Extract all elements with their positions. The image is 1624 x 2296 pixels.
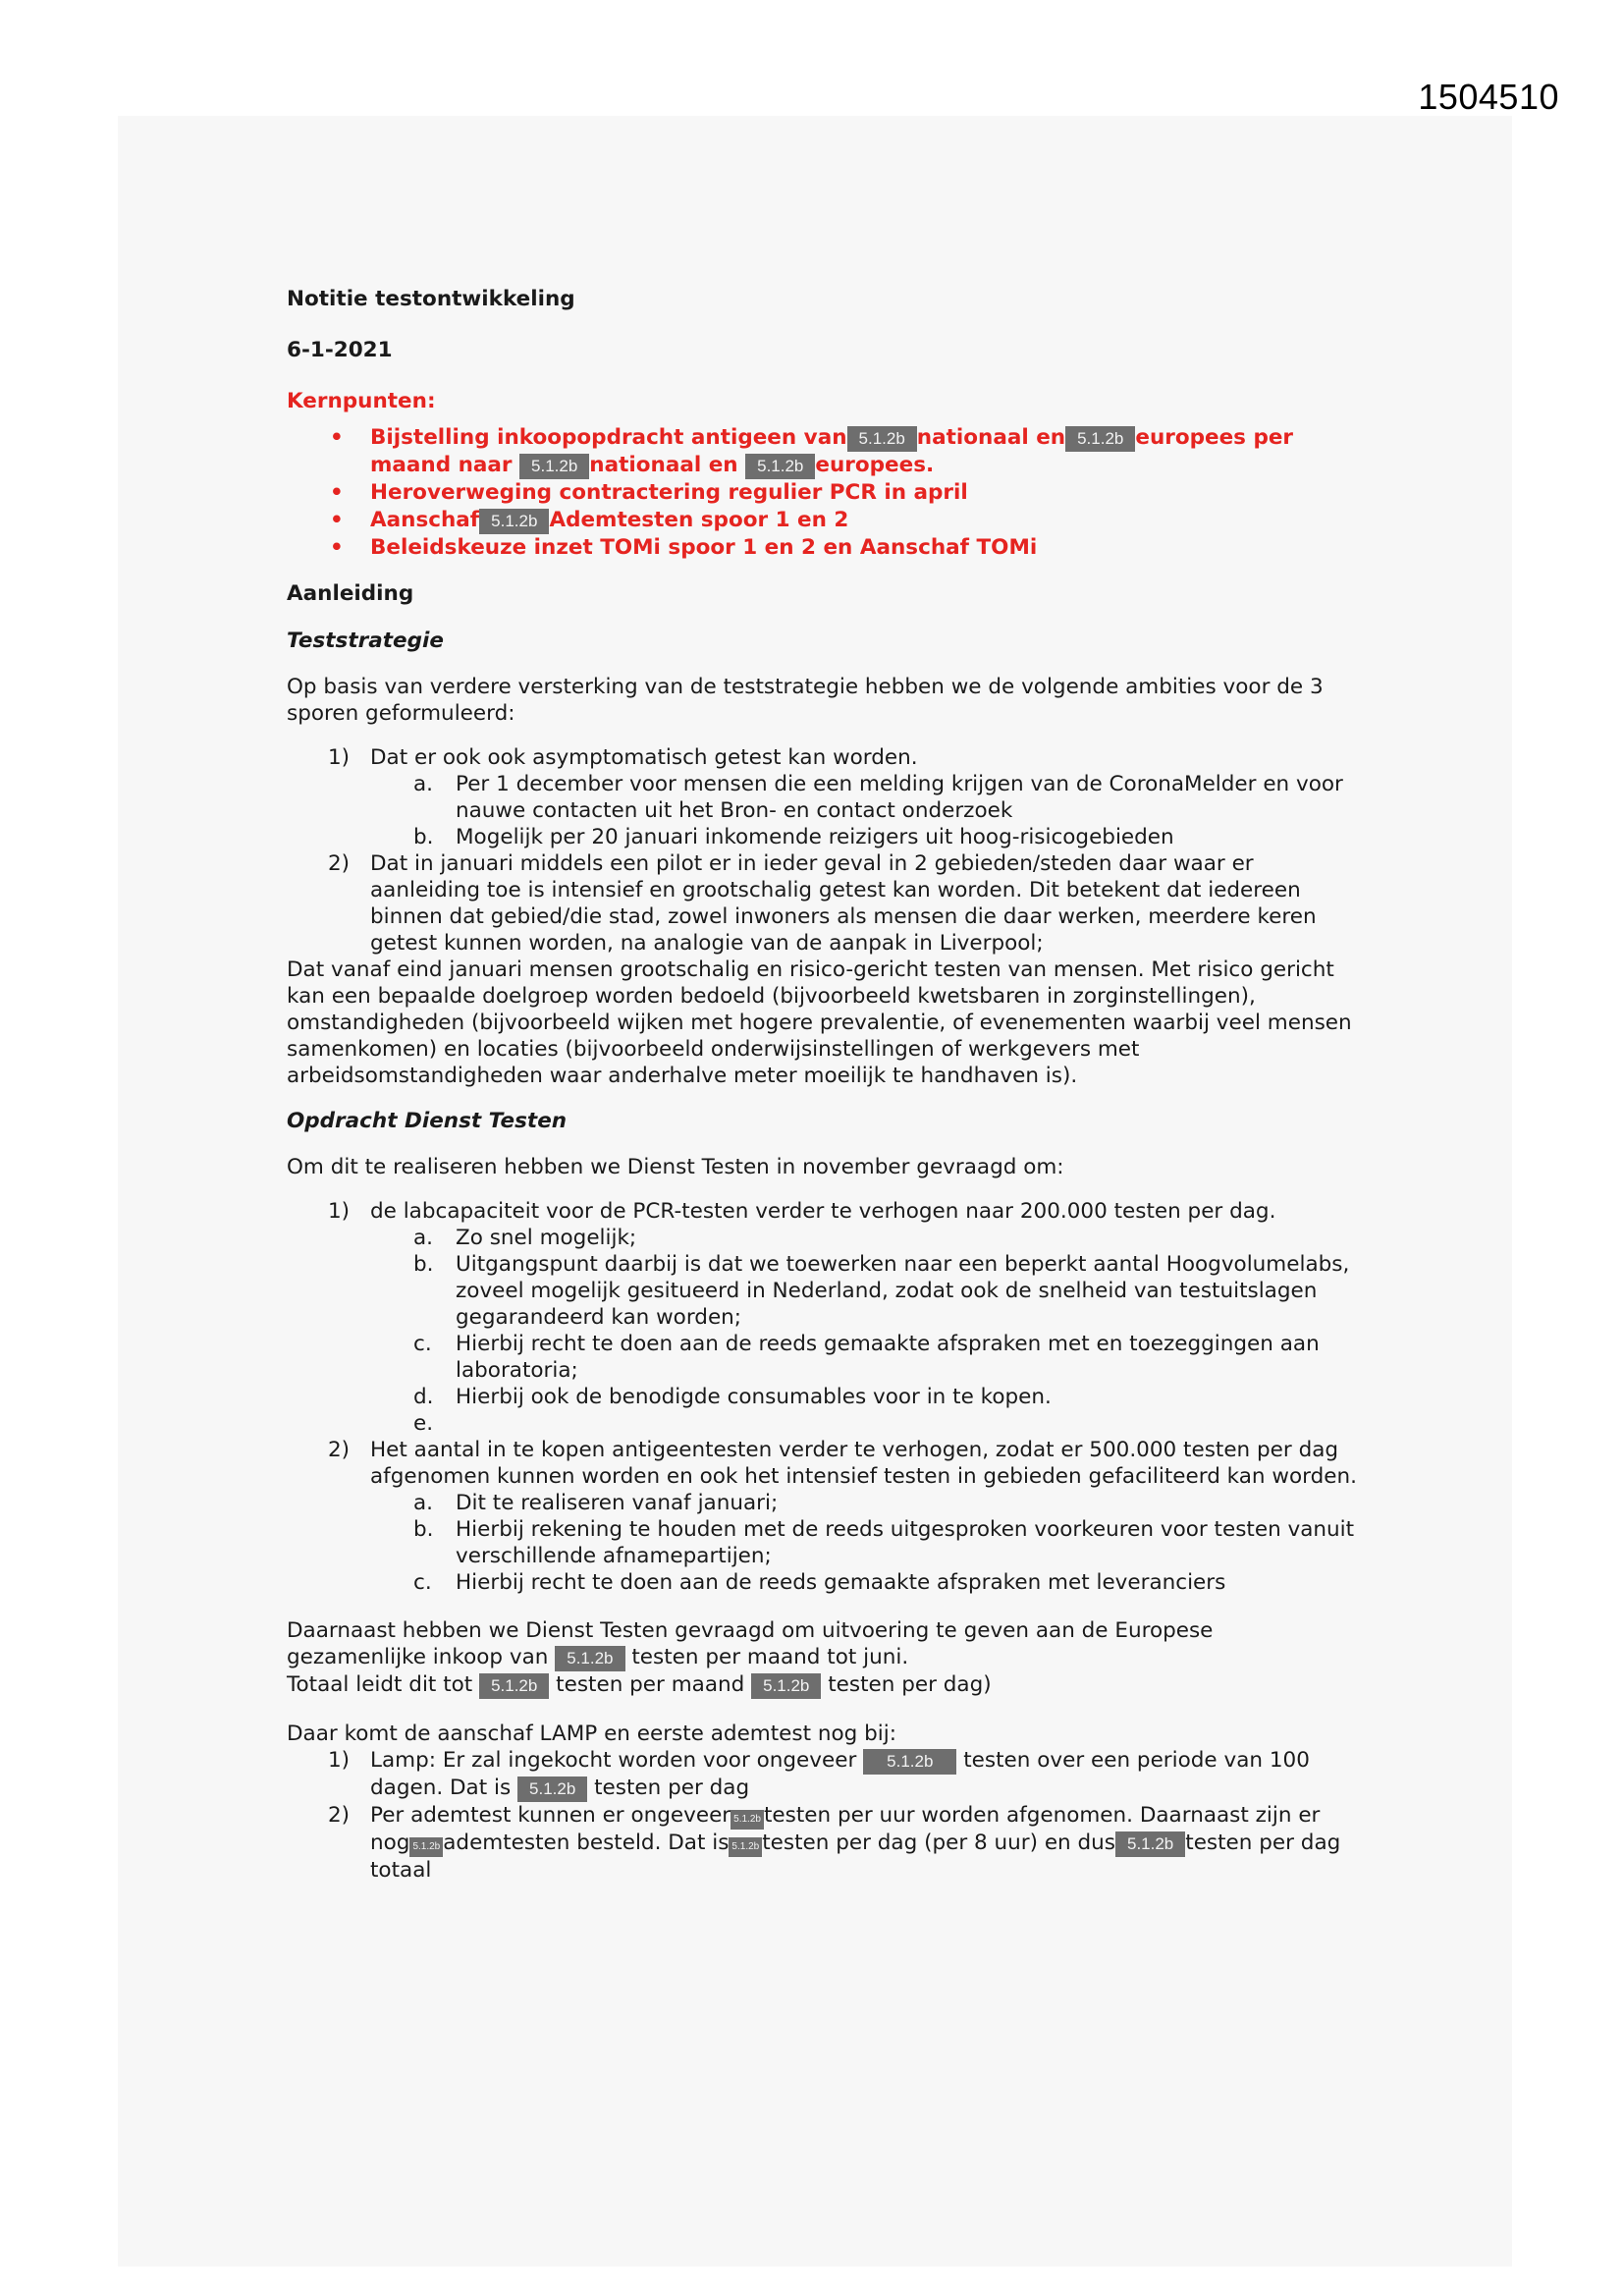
opdracht-heading: Opdracht Dienst Testen — [287, 1109, 568, 1133]
redaction-box: 5.1.2b — [731, 1810, 764, 1830]
sub-list-item: a. Dit te realiseren vanaf januari; — [413, 1491, 779, 1515]
document-date: 6-1-2021 — [287, 338, 393, 362]
redaction-box: 5.1.2b — [555, 1646, 624, 1671]
kernpunten-list — [287, 424, 1357, 562]
redaction-box: 5.1.2b — [479, 1673, 549, 1699]
redaction-box: 5.1.2b — [745, 454, 815, 479]
sub-list-item: b. Hierbij rekening te houden met de reeds uitgesproken voorkeuren voor testen vanuit verschillende afnamepartijen; — [413, 1517, 1355, 1568]
redaction-box: 5.1.2b — [479, 509, 549, 534]
kernpunt-item: • Beleidskeuze inzet TOMi spoor 1 en 2 en Aanschaf TOMi — [287, 534, 1357, 562]
sub-list-item: b. Mogelijk per 20 januari inkomende reizigers uit hoog-risicogebieden — [413, 825, 1174, 849]
redaction-box: 5.1.2b — [517, 1777, 587, 1802]
document-title: Notitie testontwikkeling — [287, 287, 575, 311]
aanleiding-after: Dat vanaf eind januari mensen grootschalig en risico-gericht testen van mensen. Met risico gericht kan een bepaalde doelgroep worden bedoeld (bijvoorbeeld kwetsbaren in zorginstellingen), omstandigheden (bijvoorbeeld wijken met hogere prevalentie, of evenementen waarbij veel mensen samenkomen) en locaties (bijvoorbeeld onderwijsinstellingen of werkgevers met arbeidsomstandigheden waar anderhalve meter moeilijk te handhaven is). — [287, 957, 1352, 1088]
redaction-box: 5.1.2b — [863, 1749, 956, 1775]
redaction-box: 5.1.2b — [847, 426, 917, 452]
redaction-box: 5.1.2b — [751, 1673, 821, 1699]
sub-list-item: d. Hierbij ook de benodigde consumables voor in te kopen. — [413, 1385, 1052, 1409]
redaction-box: 5.1.2b — [1065, 426, 1135, 452]
opdracht-intro: Om dit te realiseren hebben we Dienst Testen in november gevraagd om: — [287, 1155, 1064, 1179]
europese-inkoop-paragraph: Daarnaast hebben we Dienst Testen gevraagd om uitvoering te geven aan de Europese gezamenlijke inkoop van 5.1.2b testen per maand tot juni. — [287, 1618, 1214, 1669]
list-item: 2) Dat in januari middels een pilot er in ieder geval in 2 gebieden/steden daar waar er aanleiding toe is intensief en grootschalig getest kan worden. Dit betekent dat iedereen binnen dat gebied/die stad, zowel inwoners als mensen die daar werken, meerdere keren getest kunnen worden, na analogie van de aanpak in Liverpool; — [328, 851, 1317, 956]
kernpunten-heading: Kernpunten: — [287, 389, 436, 413]
ambities-list — [287, 744, 1357, 957]
sub-list-item: a. Per 1 december voor mensen die een melding krijgen van de CoronaMelder en voor nauwe contacten uit het Bron- en contact onderzoek — [413, 772, 1343, 823]
redaction-box: 5.1.2b — [519, 454, 589, 479]
list-item: 1) Dat er ook ook asymptomatisch getest kan worden. a. Per 1 december voor mensen die een melding krijgen van de CoronaMelder en voor nauwe contacten uit het Bron- en contact onderzoek b. Mogelijk per 20 januari inkomende reizigers uit hoog-risicogebieden — [287, 744, 1357, 850]
redaction-box: 5.1.2b — [1115, 1831, 1185, 1857]
lamp-intro: Daar komt de aanschaf LAMP en eerste ademtest nog bij: — [287, 1722, 896, 1746]
kernpunt-item: • Bijstelling inkoopopdracht antigeen van 5.1.2b nationaal en 5.1.2b europees per maand naar 5.1.2b nationaal en 5.1.2b europees. — [287, 424, 1357, 479]
teststrategie-heading: Teststrategie — [287, 629, 444, 653]
list-item: 2) Het aantal in te kopen antigeentesten verder te verhogen, zodat er 500.000 testen per dag afgenomen kunnen worden en ook het intensief testen in gebieden gefaciliteerd kan worden. a. Dit te realiseren vanaf januari; b. Hierbij rekening te houden met de reeds uitgesproken voorkeuren voor testen vanuit verschillende afnamepartijen; c. Hierbij recht te doen aan de reeds gemaakte afspraken met leveranciers — [328, 1438, 1357, 1595]
sub-list-item: c. Hierbij recht te doen aan de reeds gemaakte afspraken met en toezeggingen aan laboratoria; — [413, 1332, 1320, 1383]
sub-list-item: c. Hierbij recht te doen aan de reeds gemaakte afspraken met leveranciers — [413, 1570, 1226, 1595]
teststrategie-intro: Op basis van verdere versterking van de teststrategie hebben we de volgende ambities voor de 3 sporen geformuleerd: — [287, 675, 1324, 726]
lamp-list — [287, 1747, 1357, 1884]
sub-list-item: a. Zo snel mogelijk; — [413, 1226, 637, 1250]
list-item: 2) Per ademtest kunnen er ongeveer 5.1.2b testen per uur worden afgenomen. Daarnaast zijn er nog 5.1.2b ademtesten besteld. Dat is 5.1.2b testen per dag (per 8 uur) en dus 5.1.2b testen per dag totaal — [328, 1803, 1341, 1883]
kernpunt-item: • Heroverweging contractering regulier PCR in april — [287, 479, 1357, 507]
sub-list-item: b. Uitgangspunt daarbij is dat we toewerken naar een beperkt aantal Hoogvolumelabs, zoveel mogelijk gesitueerd in Nederland, zodat ook de snelheid van testuitslagen gegarandeerd kan worden; — [413, 1252, 1350, 1330]
kernpunt-item: • Aanschaf 5.1.2b Ademtesten spoor 1 en 2 — [287, 507, 1357, 534]
redaction-box: 5.1.2b — [409, 1837, 443, 1857]
document-number: 1504510 — [1418, 77, 1559, 117]
redaction-box: 5.1.2b — [729, 1837, 762, 1857]
opdracht-list — [287, 1198, 1357, 1596]
document-body — [287, 285, 1357, 1884]
aanleiding-heading: Aanleiding — [287, 581, 414, 606]
list-item: 1) Lamp: Er zal ingekocht worden voor ongeveer 5.1.2b testen over een periode van 100 dagen. Dat is 5.1.2b testen per dag — [328, 1748, 1310, 1800]
totaal-paragraph: Totaal leidt dit tot 5.1.2b testen per maand 5.1.2b testen per dag) — [287, 1672, 992, 1697]
list-item: 1) de labcapaciteit voor de PCR-testen verder te verhogen naar 200.000 testen per dag. a. Zo snel mogelijk; b. Uitgangspunt daarbij is dat we toewerken naar een beperkt aantal Hoogvolumelabs, zoveel mogelijk gesitueerd in Nederland, zodat ook de snelheid van testuitslagen gegarandeerd kan worden; c. Hierbij recht te doen aan de reeds gemaakte afspraken met en toezeggingen aan laboratoria; d. Hierbij ook de benodigde consumables voor in te kopen. e. — [287, 1198, 1357, 1437]
sub-list-item: e. — [413, 1411, 434, 1436]
